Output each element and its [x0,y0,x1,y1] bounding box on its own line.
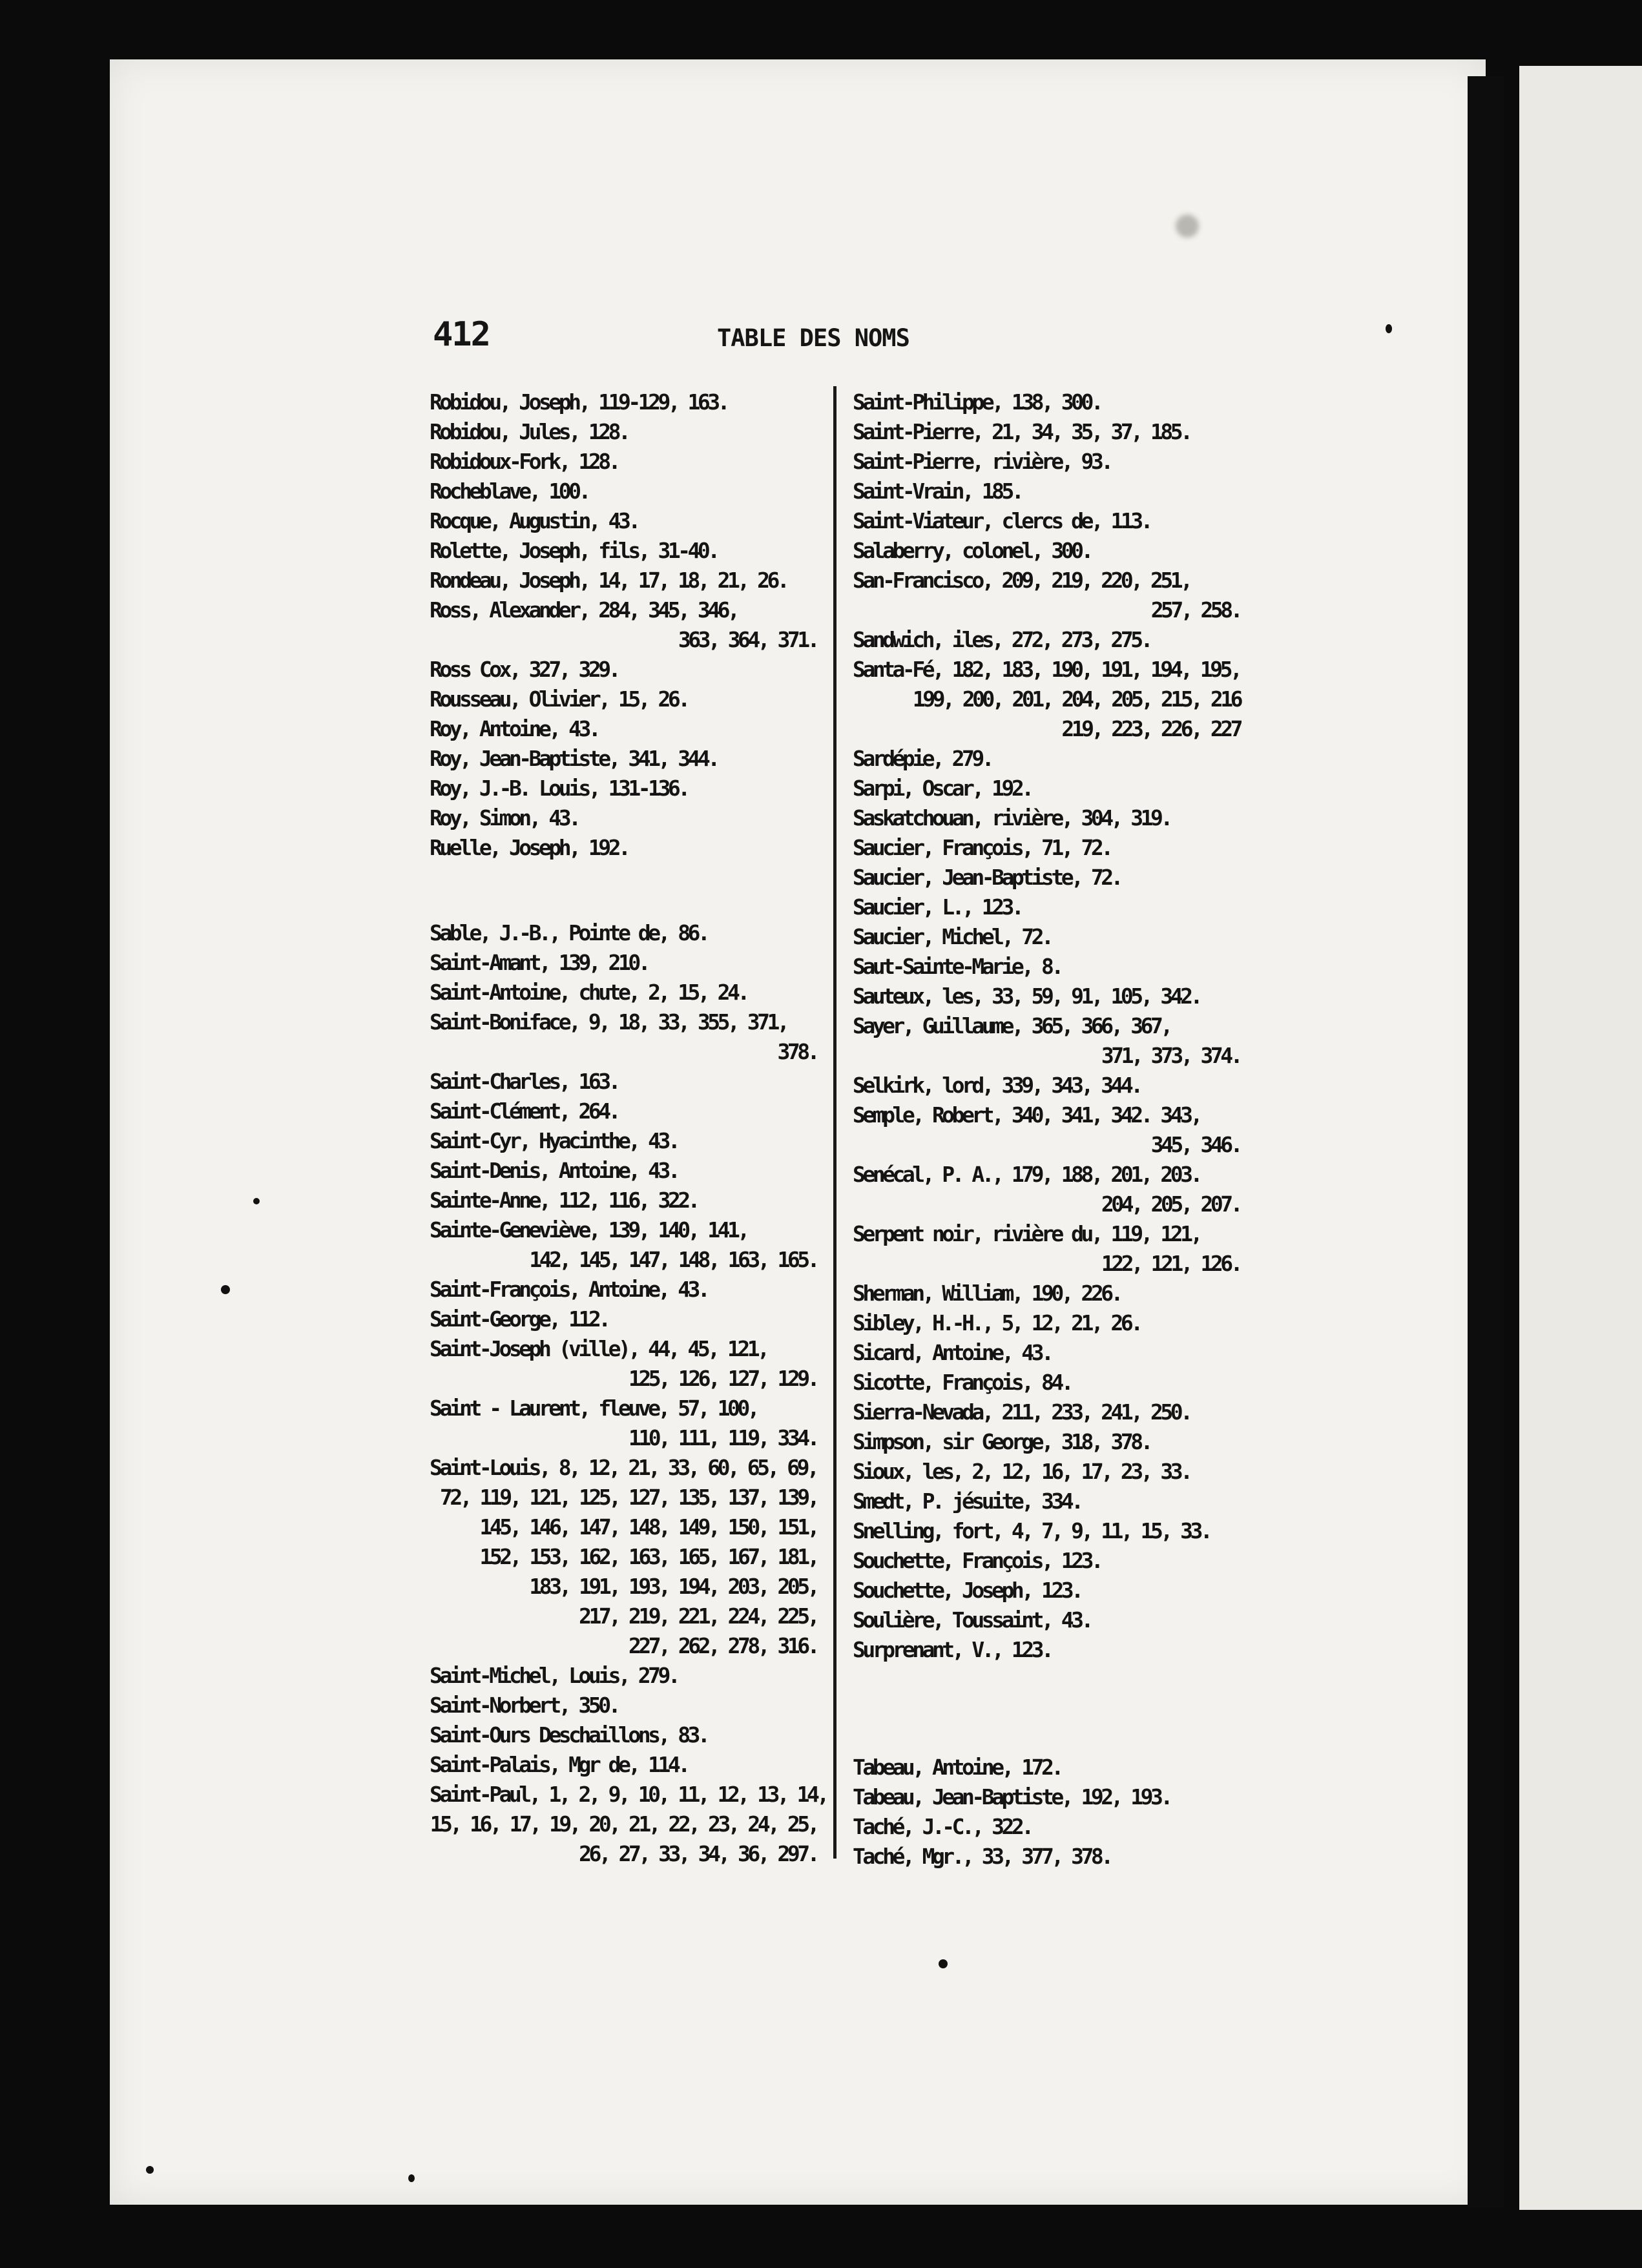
index-entry [853,982,1240,1011]
index-entry [853,1279,1240,1308]
index-entry-continuation: 345, 346. [1150,1132,1240,1157]
page-smudge [1176,214,1199,238]
index-entry [853,1576,1240,1605]
index-entry-line: Sicotte, François, 84. [853,1370,1072,1395]
index-entry [853,1368,1240,1397]
index-entry-line: Saint-Paul, 1, 2, 9, 10, 11, 12, 13, 14, [430,1782,827,1807]
index-entry [853,892,1240,922]
index-entry-continuation: 378. [777,1039,817,1064]
index-entry [430,1275,817,1304]
index-entry-line: Saint-Palais, Mgr de, 114. [430,1752,688,1777]
index-entry-line: Semple, Robert, 340, 341, 342. 343, [853,1102,1200,1128]
index-entry-continuation: 72, 119, 121, 125, 127, 135, 137, 139, [440,1485,817,1510]
index-entry [430,685,817,714]
index-entry-line: Sioux, les, 2, 12, 16, 17, 23, 33. [853,1459,1190,1484]
index-entry [853,1457,1240,1487]
index-entry-continuation: 227, 262, 278, 316. [629,1633,817,1658]
index-entry-line: Saint-Norbert, 350. [430,1693,618,1718]
index-entry-line: San-Francisco, 209, 219, 220, 251, [853,568,1190,593]
index-entry [853,1842,1240,1871]
index-entry-line: Saint-Michel, Louis, 279. [430,1663,678,1688]
index-entry-line: Soulière, Toussaint, 43. [853,1607,1091,1633]
index-entry-line: Roy, Jean-Baptiste, 341, 344. [430,746,718,771]
page-speck [939,1959,948,1968]
index-entry [430,1215,817,1275]
index-entry-line: Sayer, Guillaume, 365, 366, 367, [853,1013,1170,1038]
index-entry [430,1097,817,1126]
index-entry-line: Sicard, Antoine, 43. [853,1340,1052,1365]
page-header [433,315,1253,360]
index-entry-line: Simpson, sir George, 318, 378. [853,1429,1151,1454]
index-entry-line: Saint-Cyr, Hyacinthe, 43. [430,1128,678,1153]
index-entry [853,655,1240,744]
index-entry [430,477,817,506]
index-entry [853,506,1240,536]
index-entry-line: Saint-Boniface, 9, 18, 33, 355, 371, [430,1009,787,1035]
index-entry-line: Souchette, Joseph, 123. [853,1578,1081,1603]
index-entry [430,1661,817,1691]
index-entry-line: Surprenant, V., 123. [853,1637,1052,1662]
index-entry-continuation: 26, 27, 33, 34, 36, 297. [579,1841,817,1866]
index-entry-line: Sauteux, les, 33, 59, 91, 105, 342. [853,984,1200,1009]
index-entry-line: Saint-Clément, 264. [430,1098,618,1124]
index-entry [430,918,817,948]
index-entry [430,1007,817,1067]
index-entry [430,1720,817,1750]
index-entry-line: Sardépie, 279. [853,746,992,771]
page-speck [221,1285,230,1294]
index-entry [853,952,1240,982]
index-entry-line: Sierra-Nevada, 211, 233, 241, 250. [853,1399,1190,1425]
index-entry-continuation: 219, 223, 226, 227 [1061,716,1240,741]
index-entry-line: Robidou, Jules, 128. [430,419,629,444]
index-entry-line: Sherman, William, 190, 226. [853,1281,1121,1306]
index-entry-line: Taché, Mgr., 33, 377, 378. [853,1844,1111,1869]
page-speck [1386,324,1392,333]
index-entry [853,1635,1240,1665]
index-entry-continuation: 145, 146, 147, 148, 149, 150, 151, [479,1514,817,1540]
index-entry-line: Saint-Amant, 139, 210. [430,950,649,975]
index-entry-line: Saint-Vrain, 185. [853,479,1022,504]
index-entry [430,1067,817,1097]
index-entry-line: Senécal, P. A., 179, 188, 201, 203. [853,1162,1200,1187]
index-entry-line: Ross Cox, 327, 329. [430,657,618,682]
index-entry [430,774,817,803]
index-entry-line: Sandwich, iles, 272, 273, 275. [853,627,1151,652]
index-entry-line: Saint-Viateur, clercs de, 113. [853,508,1151,533]
index-entry [430,803,817,833]
index-entry-line: Saut-Sainte-Marie, 8. [853,954,1061,979]
index-entry-line: Tabeau, Antoine, 172. [853,1755,1061,1780]
index-entry [853,1308,1240,1338]
index-entry-continuation: 110, 111, 119, 334. [629,1425,817,1450]
index-entry [853,1782,1240,1812]
letter-section-gap [853,1665,1240,1753]
index-entry [853,1100,1240,1160]
index-entry [430,1394,817,1453]
index-entry-continuation: 142, 145, 147, 148, 163, 165. [529,1247,817,1272]
adjacent-page-edge [1519,66,1642,2210]
index-entry [430,744,817,774]
index-entry [430,1304,817,1334]
index-entry-line: Saint-Pierre, 21, 34, 35, 37, 185. [853,419,1190,444]
index-entry [430,417,817,447]
index-entry-line: Saint-Denis, Antoine, 43. [430,1158,678,1183]
index-entry [430,387,817,417]
index-entry [853,477,1240,506]
index-entry [853,625,1240,655]
index-entry [853,863,1240,892]
index-entry-line: Saint-Philippe, 138, 300. [853,389,1101,415]
index-entry-line: Saucier, Jean-Baptiste, 72. [853,865,1121,890]
index-entry [853,536,1240,566]
index-entry-line: Saint-Louis, 8, 12, 21, 33, 60, 65, 69, [430,1455,817,1480]
index-entry-line: Smedt, P. jésuite, 334. [853,1489,1081,1514]
page-speck [253,1198,260,1204]
index-entry [430,506,817,536]
index-entry [430,566,817,595]
index-column-right [853,387,1240,1871]
index-entry [430,1126,817,1156]
letter-section-gap [430,863,817,918]
index-entry-line: Robidoux-Fork, 128. [430,449,618,474]
index-entry-line: Rondeau, Joseph, 14, 17, 18, 21, 26. [430,568,787,593]
book-gutter [1468,76,1504,2207]
index-entry-line: Saucier, Michel, 72. [853,924,1052,949]
index-entry [430,978,817,1007]
page-speck [408,2174,415,2182]
index-entry-line: Roy, Antoine, 43. [430,716,599,741]
index-entry-line: Saucier, L., 123. [853,894,1022,920]
index-entry-line: Ruelle, Joseph, 192. [430,835,629,860]
index-column-left [430,387,827,1869]
index-entry [853,1753,1240,1782]
index-entry-continuation: 15, 16, 17, 19, 20, 21, 22, 23, 24, 25, [430,1811,817,1837]
index-entry-line: Robidou, Joseph, 119-129, 163. [430,389,728,415]
index-entry-line: Taché, J.-C., 322. [853,1814,1032,1839]
index-entry-line: Saint-François, Antoine, 43. [430,1277,708,1302]
index-entry-line: Sibley, H.-H., 5, 12, 21, 26. [853,1310,1141,1335]
index-entry [853,744,1240,774]
index-entry-line: Saint-Charles, 163. [430,1069,618,1094]
index-entry [430,1334,817,1394]
index-entry-line: Salaberry, colonel, 300. [853,538,1091,563]
index-entry-continuation: 363, 364, 371. [678,627,817,652]
index-entry [853,1812,1240,1842]
index-entry [430,1186,817,1215]
index-entry [430,1691,817,1720]
index-entry [853,1605,1240,1635]
index-entry-line: Santa-Fé, 182, 183, 190, 191, 194, 195, [853,657,1240,682]
index-entry [430,1750,817,1780]
index-entry-line: Sainte-Geneviève, 139, 140, 141, [430,1217,747,1242]
index-entry-continuation: 257, 258. [1150,597,1240,623]
index-entry [430,1156,817,1186]
index-entry [853,1338,1240,1368]
index-entry [430,595,817,655]
index-entry-continuation: 371, 373, 374. [1101,1043,1240,1068]
index-entry [853,1160,1240,1219]
index-entry-continuation: 125, 126, 127, 129. [629,1366,817,1391]
index-entry [430,655,817,685]
index-entry [430,1453,817,1661]
index-entry [853,1487,1240,1516]
index-entry [853,566,1240,625]
index-entry-continuation: 199, 200, 201, 204, 205, 215, 216 [912,686,1240,712]
page-speck [146,2166,154,2174]
index-entry [853,417,1240,447]
index-entry-line: Sarpi, Oscar, 192. [853,776,1032,801]
index-entry-line: Souchette, François, 123. [853,1548,1101,1573]
index-entry-continuation: 183, 191, 193, 194, 203, 205, [529,1574,817,1599]
index-entry [853,1071,1240,1100]
index-entry [430,1780,827,1869]
index-entry-continuation: 204, 205, 207. [1101,1191,1240,1217]
index-entry [853,774,1240,803]
index-entry [853,447,1240,477]
index-entry-line: Roy, J.-B. Louis, 131-136. [430,776,688,801]
index-entry-line: Saint-Pierre, rivière, 93. [853,449,1111,474]
index-entry-line: Saucier, François, 71, 72. [853,835,1111,860]
column-divider [833,386,837,1859]
index-entry-line: Sainte-Anne, 112, 116, 322. [430,1188,698,1213]
index-entry-line: Saint-Joseph (ville), 44, 45, 121, [430,1336,767,1361]
index-entry-line: Saint-George, 112. [430,1306,608,1332]
index-entry-line: Selkirk, lord, 339, 343, 344. [853,1073,1141,1098]
index-entry-line: Saint-Ours Deschaillons, 83. [430,1722,708,1747]
index-entry [853,1427,1240,1457]
index-entry [853,833,1240,863]
index-entry [430,447,817,477]
index-entry-line: Roy, Simon, 43. [430,805,579,830]
index-entry-line: Rocheblave, 100. [430,479,588,504]
index-entry-continuation: 122, 121, 126. [1101,1251,1240,1276]
index-entry-line: Rolette, Joseph, fils, 31-40. [430,538,718,563]
index-entry-line: Rocque, Augustin, 43. [430,508,638,533]
index-entry-continuation: 152, 153, 162, 163, 165, 167, 181, [479,1544,817,1569]
index-entry-continuation: 217, 219, 221, 224, 225, [579,1603,817,1629]
index-entry [853,387,1240,417]
running-title: TABLE DES NOMS [717,324,909,352]
index-entry [430,714,817,744]
page-number: 412 [433,315,490,354]
index-entry [853,803,1240,833]
index-entry [853,1516,1240,1546]
index-entry-line: Serpent noir, rivière du, 119, 121, [853,1221,1200,1246]
index-entry [430,948,817,978]
index-entry [853,1219,1240,1279]
index-entry-line: Ross, Alexander, 284, 345, 346, [430,597,738,623]
index-entry-line: Tabeau, Jean-Baptiste, 192, 193. [853,1784,1170,1809]
index-entry [853,1546,1240,1576]
index-entry [853,1011,1240,1071]
index-entry [430,833,817,863]
index-entry [430,536,817,566]
index-entry-line: Rousseau, Olivier, 15, 26. [430,686,688,712]
index-entry-line: Saint - Laurent, fleuve, 57, 100, [430,1396,758,1421]
index-entry-line: Saint-Antoine, chute, 2, 15, 24. [430,980,747,1005]
index-entry-line: Snelling, fort, 4, 7, 9, 11, 15, 33. [853,1518,1211,1543]
index-entry [853,1397,1240,1427]
index-entry-line: Saskatchouan, rivière, 304, 319. [853,805,1170,830]
index-entry-line: Sable, J.-B., Pointe de, 86. [430,920,708,945]
index-entry [853,922,1240,952]
